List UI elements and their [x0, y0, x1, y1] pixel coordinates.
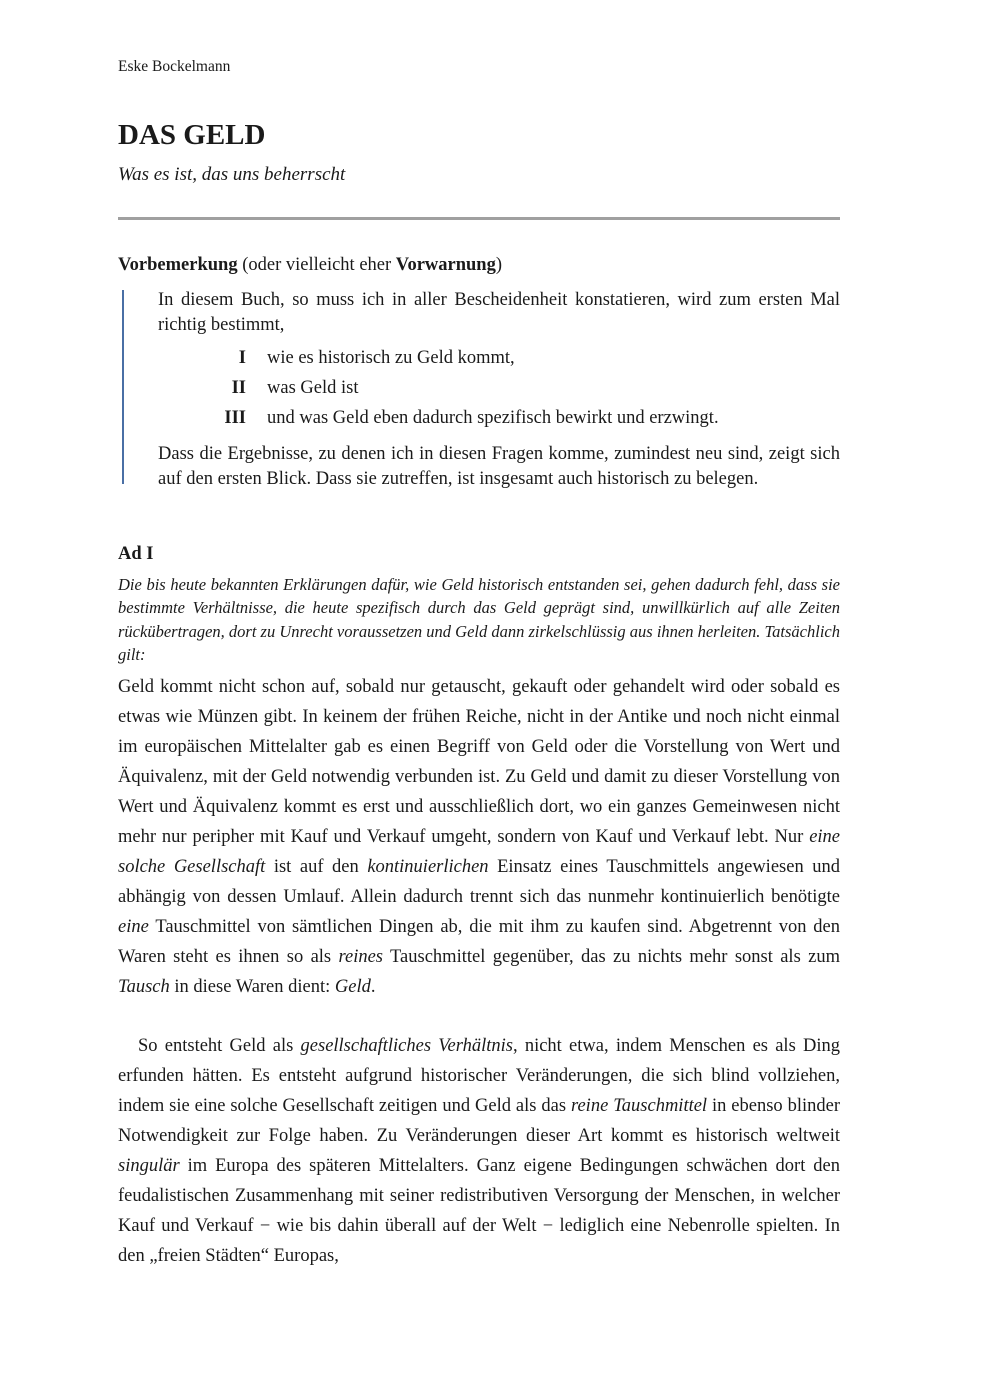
emphasis: eine [118, 917, 149, 937]
preface-label [118, 253, 502, 277]
emphasis: Tausch [118, 977, 170, 997]
book-subtitle: Was es ist, das uns beherrscht [118, 164, 346, 185]
list-item [118, 406, 840, 436]
list-item [118, 346, 840, 376]
body-paragraph-1 [118, 672, 840, 1002]
horizontal-rule [118, 217, 840, 220]
text-run: in diese Waren dient: [169, 977, 335, 997]
text-run: ist auf den [265, 857, 368, 877]
text-run: in ebenso blinder Notwendigkeit zur Folge haben. Zu Veränderungen dieser Art kommt es historisch weltweit [118, 1096, 840, 1146]
preface-label-plain: (oder vielleicht eher [237, 255, 396, 275]
emphasis: singulär [118, 1156, 180, 1176]
list-item [118, 376, 840, 406]
preface-label-bold-1: Vorbemerkung [118, 255, 238, 275]
emphasis: gesellschaftliches Verhältnis [300, 1036, 513, 1056]
emphasis: reines [338, 947, 384, 967]
text-run: im Europa des späteren Mittelalters. Ganz eigene Bedingungen schwächen dort den feudalistischen Zusammenhang mit seiner redistributiven Versorgung der Menschen, in welcher Kauf und Verkauf − wie bis dahin überall auf der Welt − lediglich eine Nebenrolle spielten. In den „freien Städten“ Europas, [118, 1156, 840, 1266]
list-item-text: und was Geld eben dadurch spezifisch bewirkt und erzwingt. [267, 408, 719, 428]
preface-intro: In diesem Buch, so muss ich in aller Bescheidenheit konstatieren, wird zum ersten Mal richtig bestimmt, [158, 290, 840, 335]
emphasis: reine Tauschmittel [570, 1096, 708, 1116]
list-item-number: I [238, 348, 246, 368]
book-title: DAS GELD [118, 119, 266, 151]
text-run: . [370, 977, 376, 997]
list-item-text: was Geld ist [267, 378, 359, 398]
list-item-number: II [231, 378, 246, 398]
preface-label-bold-2: Vorwarnung [395, 255, 496, 275]
text-run: Tauschmittel gegenüber, das zu nichts mehr sonst als zum [383, 947, 840, 967]
author-name: Eske Bockelmann [118, 58, 231, 75]
list-item-number: III [224, 408, 246, 428]
text-run: Geld kommt nicht schon auf, sobald nur getauscht, gekauft oder gehandelt wird oder sobald es etwas wie Münzen gibt. In keinem der frühen Reiche, nicht in der Antike und noch nicht einmal im europäischen Mittelalter gab es einen Begriff von Geld oder die Vorstellung von Wert und Äquivalenz, mit der Geld notwendig verbunden ist. Zu Geld und damit zu dieser Vorstellung von Wert und Äquivalenz kommt es erst und ausschließlich dort, wo ein ganzes Gemeinwesen nicht mehr nur peripher mit Kauf und Verkauf umgeht, sondern von Kauf und Verkauf lebt. Nur [118, 677, 840, 847]
list-item-text: wie es historisch zu Geld kommt, [267, 348, 515, 368]
text-run: Einsatz eines Tauschmittels angewiesen und abhängig von dessen Umlauf. Allein dadurch trennt sich das nunmehr kontinuierlich benötigte [118, 857, 841, 907]
body-paragraph-2 [118, 1031, 840, 1271]
text-run: , nicht etwa, indem Menschen es als Ding erfunden hätten. Es entsteht aufgrund historischer Veränderungen, die sich blind vollziehen, indem sie eine solche Gesellschaft zeitigen und Geld als das [118, 1036, 840, 1116]
emphasis: eine solche Gesellschaft [118, 827, 840, 877]
section-lead: Die bis heute bekannten Erklärungen dafür, wie Geld historisch entstanden sei, gehen dadurch fehl, dass sie bestimmte Verhältnisse, die heute spezifisch durch das Geld geprägt sind, unwillkürlich auf alle Zeiten rückübertragen, dort zu Unrecht voraussetzen und Geld dann zirkelschlüssig aus ihnen herleiten. Tatsächlich gilt: [118, 575, 840, 664]
preface-closing: Dass die Ergebnisse, zu denen ich in diesen Fragen komme, zumindest neu sind, zeigt sich auf den ersten Blick. Dass sie zutreffen, ist insgesamt auch historisch zu belegen. [158, 444, 840, 489]
text-run: So entsteht Geld als [138, 1036, 301, 1056]
preface-label-close: ) [495, 255, 503, 275]
emphasis: kontinuierlichen [367, 857, 489, 877]
text-run: Tauschmittel von sämtlichen Dingen ab, die mit ihm zu kaufen sind. Abgetrennt von den Waren steht es ihnen so als [118, 917, 840, 967]
emphasis: Geld [334, 977, 371, 997]
section-heading: Ad I [118, 544, 154, 564]
